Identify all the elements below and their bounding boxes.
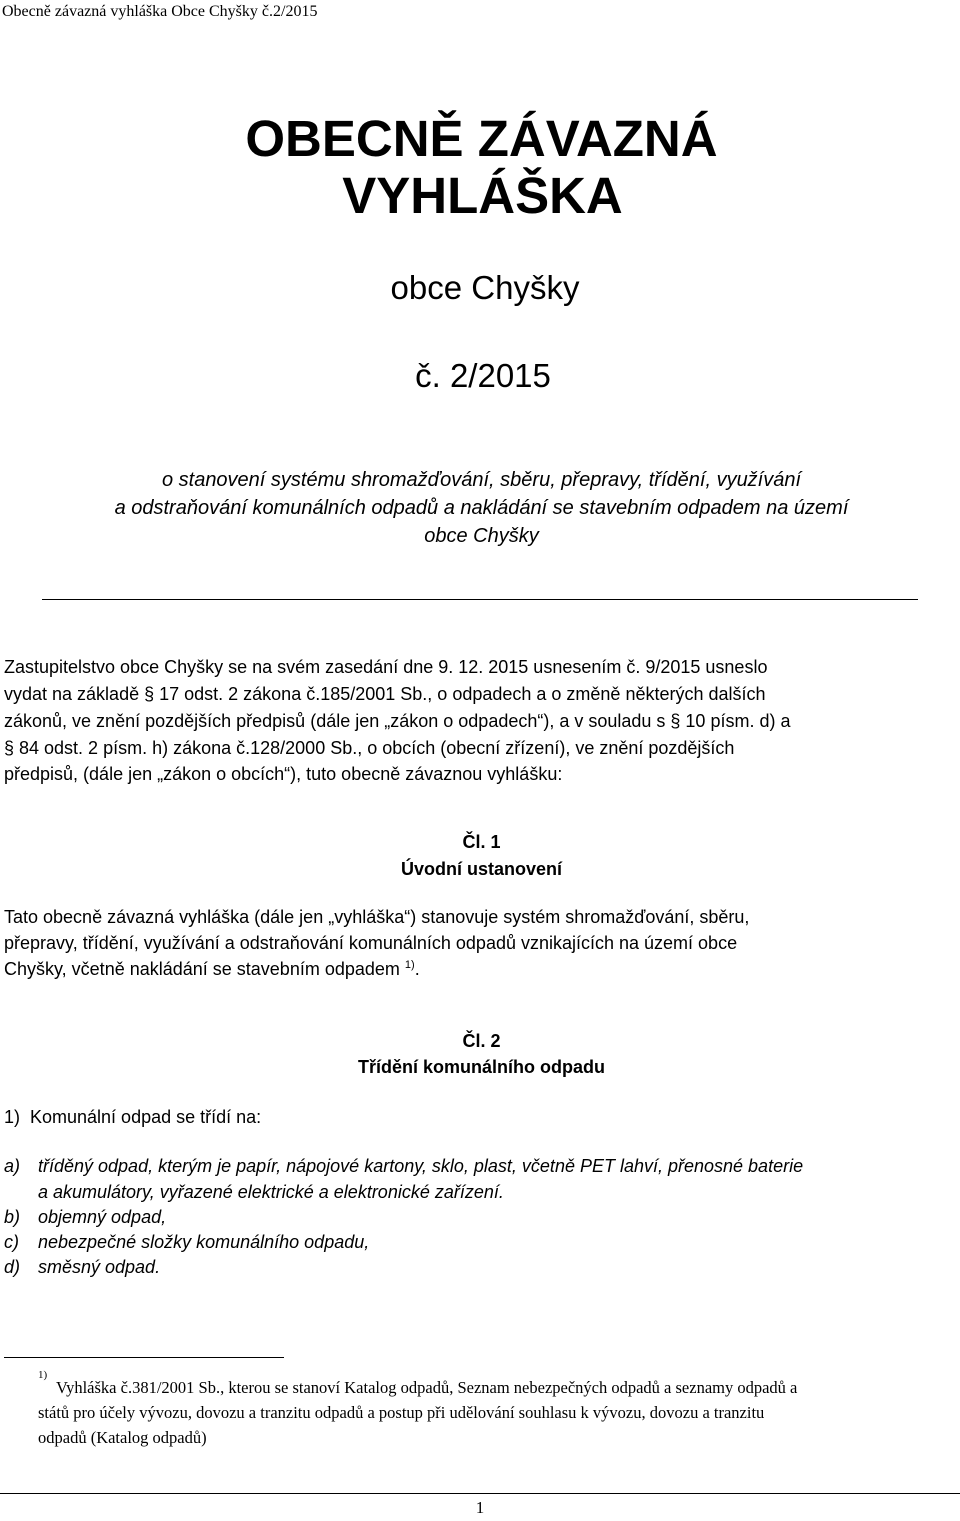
article-1-heading: Úvodní ustanovení bbox=[400, 859, 562, 879]
preamble-line-2: vydat na základě § 17 odst. 2 zákona č.185/2001 Sb., o odpadech a o změně některých dalších bbox=[4, 684, 766, 704]
running-header: Obecně závazná vyhláška Obce Chyšky č.2/2015 bbox=[2, 3, 318, 20]
article-2-number: Čl. 2 bbox=[462, 1031, 501, 1051]
article-1-text-line-3: Chyšky, včetně nakládání se stavebním odpadem $^{1)}$. bbox=[4, 959, 420, 979]
footnote-line-2: států pro účely vývozu, dovozu a tranzitu odpadů a postup při udělování souhlasu k vývozu, dovozu a tranzitu bbox=[38, 1403, 765, 1422]
list-item-label: a) bbox=[4, 1156, 21, 1176]
decree-number: č. 2/2015 bbox=[415, 357, 551, 394]
subject-line-3: obce Chyšky bbox=[424, 525, 539, 547]
article-2-heading: Třídění komunálního odpadu bbox=[358, 1057, 605, 1077]
list-item-text: nebezpečné složky komunálního odpadu, bbox=[38, 1232, 370, 1252]
document-title-line-1: OBECNĚ ZÁVAZNÁ bbox=[245, 110, 718, 167]
article-1-text-line-2: přepravy, třídění, využívání a odstraňování komunálních odpadů vznikajících na území obce bbox=[4, 933, 738, 953]
list-item-text: směsný odpad. bbox=[38, 1257, 161, 1277]
list-item-continuation: a akumulátory, vyřazené elektrické a elektronické zařízení. bbox=[38, 1182, 504, 1202]
list-item bbox=[4, 1229, 369, 1255]
page-footer-rule bbox=[0, 1493, 960, 1494]
list-item-label: c) bbox=[4, 1232, 19, 1252]
footnote-reference: 1) bbox=[404, 959, 415, 971]
separator-rule bbox=[42, 599, 918, 600]
municipality-name: obce Chyšky bbox=[390, 269, 580, 306]
preamble-line-1: Zastupitelstvo obce Chyšky se na svém zasedání dne 9. 12. 2015 usnesením č. 9/2015 usneslo bbox=[4, 657, 768, 677]
footnote-line-3: odpadů (Katalog odpadů) bbox=[38, 1428, 207, 1447]
list-item bbox=[4, 1153, 960, 1179]
list-item-text: objemný odpad, bbox=[38, 1207, 167, 1227]
subject-line-1: o stanovení systému shromažďování, sběru, přepravy, třídění, využívání bbox=[161, 469, 802, 491]
list-item bbox=[4, 1204, 166, 1230]
article-2-intro: 1) Komunální odpad se třídí na: bbox=[4, 1107, 262, 1127]
list-item-text: tříděný odpad, kterým je papír, nápojové kartony, sklo, plast, včetně PET lahví, přenosné baterie bbox=[38, 1156, 804, 1176]
page-number: 1 bbox=[475, 1498, 485, 1517]
article-1-number: Čl. 1 bbox=[462, 832, 501, 852]
preamble-line-4: § 84 odst. 2 písm. h) zákona č.128/2000 Sb., o obcích (obecní zřízení), ve znění pozdějších bbox=[4, 738, 735, 758]
article-1-text-line-1: Tato obecně závazná vyhláška (dále jen „vyhláška“) stanovuje systém shromažďování, sběru, bbox=[4, 907, 750, 927]
preamble-line-5: předpisů, (dále jen „zákon o obcích“), tuto obecně závaznou vyhlášku: bbox=[4, 764, 563, 784]
list-item bbox=[4, 1254, 160, 1280]
footnote-separator bbox=[4, 1357, 284, 1358]
document-title-line-2: VYHLÁŠKA bbox=[342, 167, 623, 224]
footnote-line-1: Vyhláška č.381/2001 Sb., kterou se stanoví Katalog odpadů, Seznam nebezpečných odpadů a seznamy odpadů a bbox=[56, 1378, 798, 1397]
subject-line-2: a odstraňování komunálních odpadů a nakládání se stavebním odpadem na území bbox=[114, 497, 849, 519]
preamble-line-3: zákonů, ve znění pozdějších předpisů (dále jen „zákon o odpadech“), a v souladu s § 10 písm. d) a bbox=[4, 711, 791, 731]
list-item-label: b) bbox=[4, 1207, 21, 1227]
list-item-label: d) bbox=[4, 1257, 21, 1277]
footnote-marker: 1) bbox=[38, 1369, 48, 1381]
